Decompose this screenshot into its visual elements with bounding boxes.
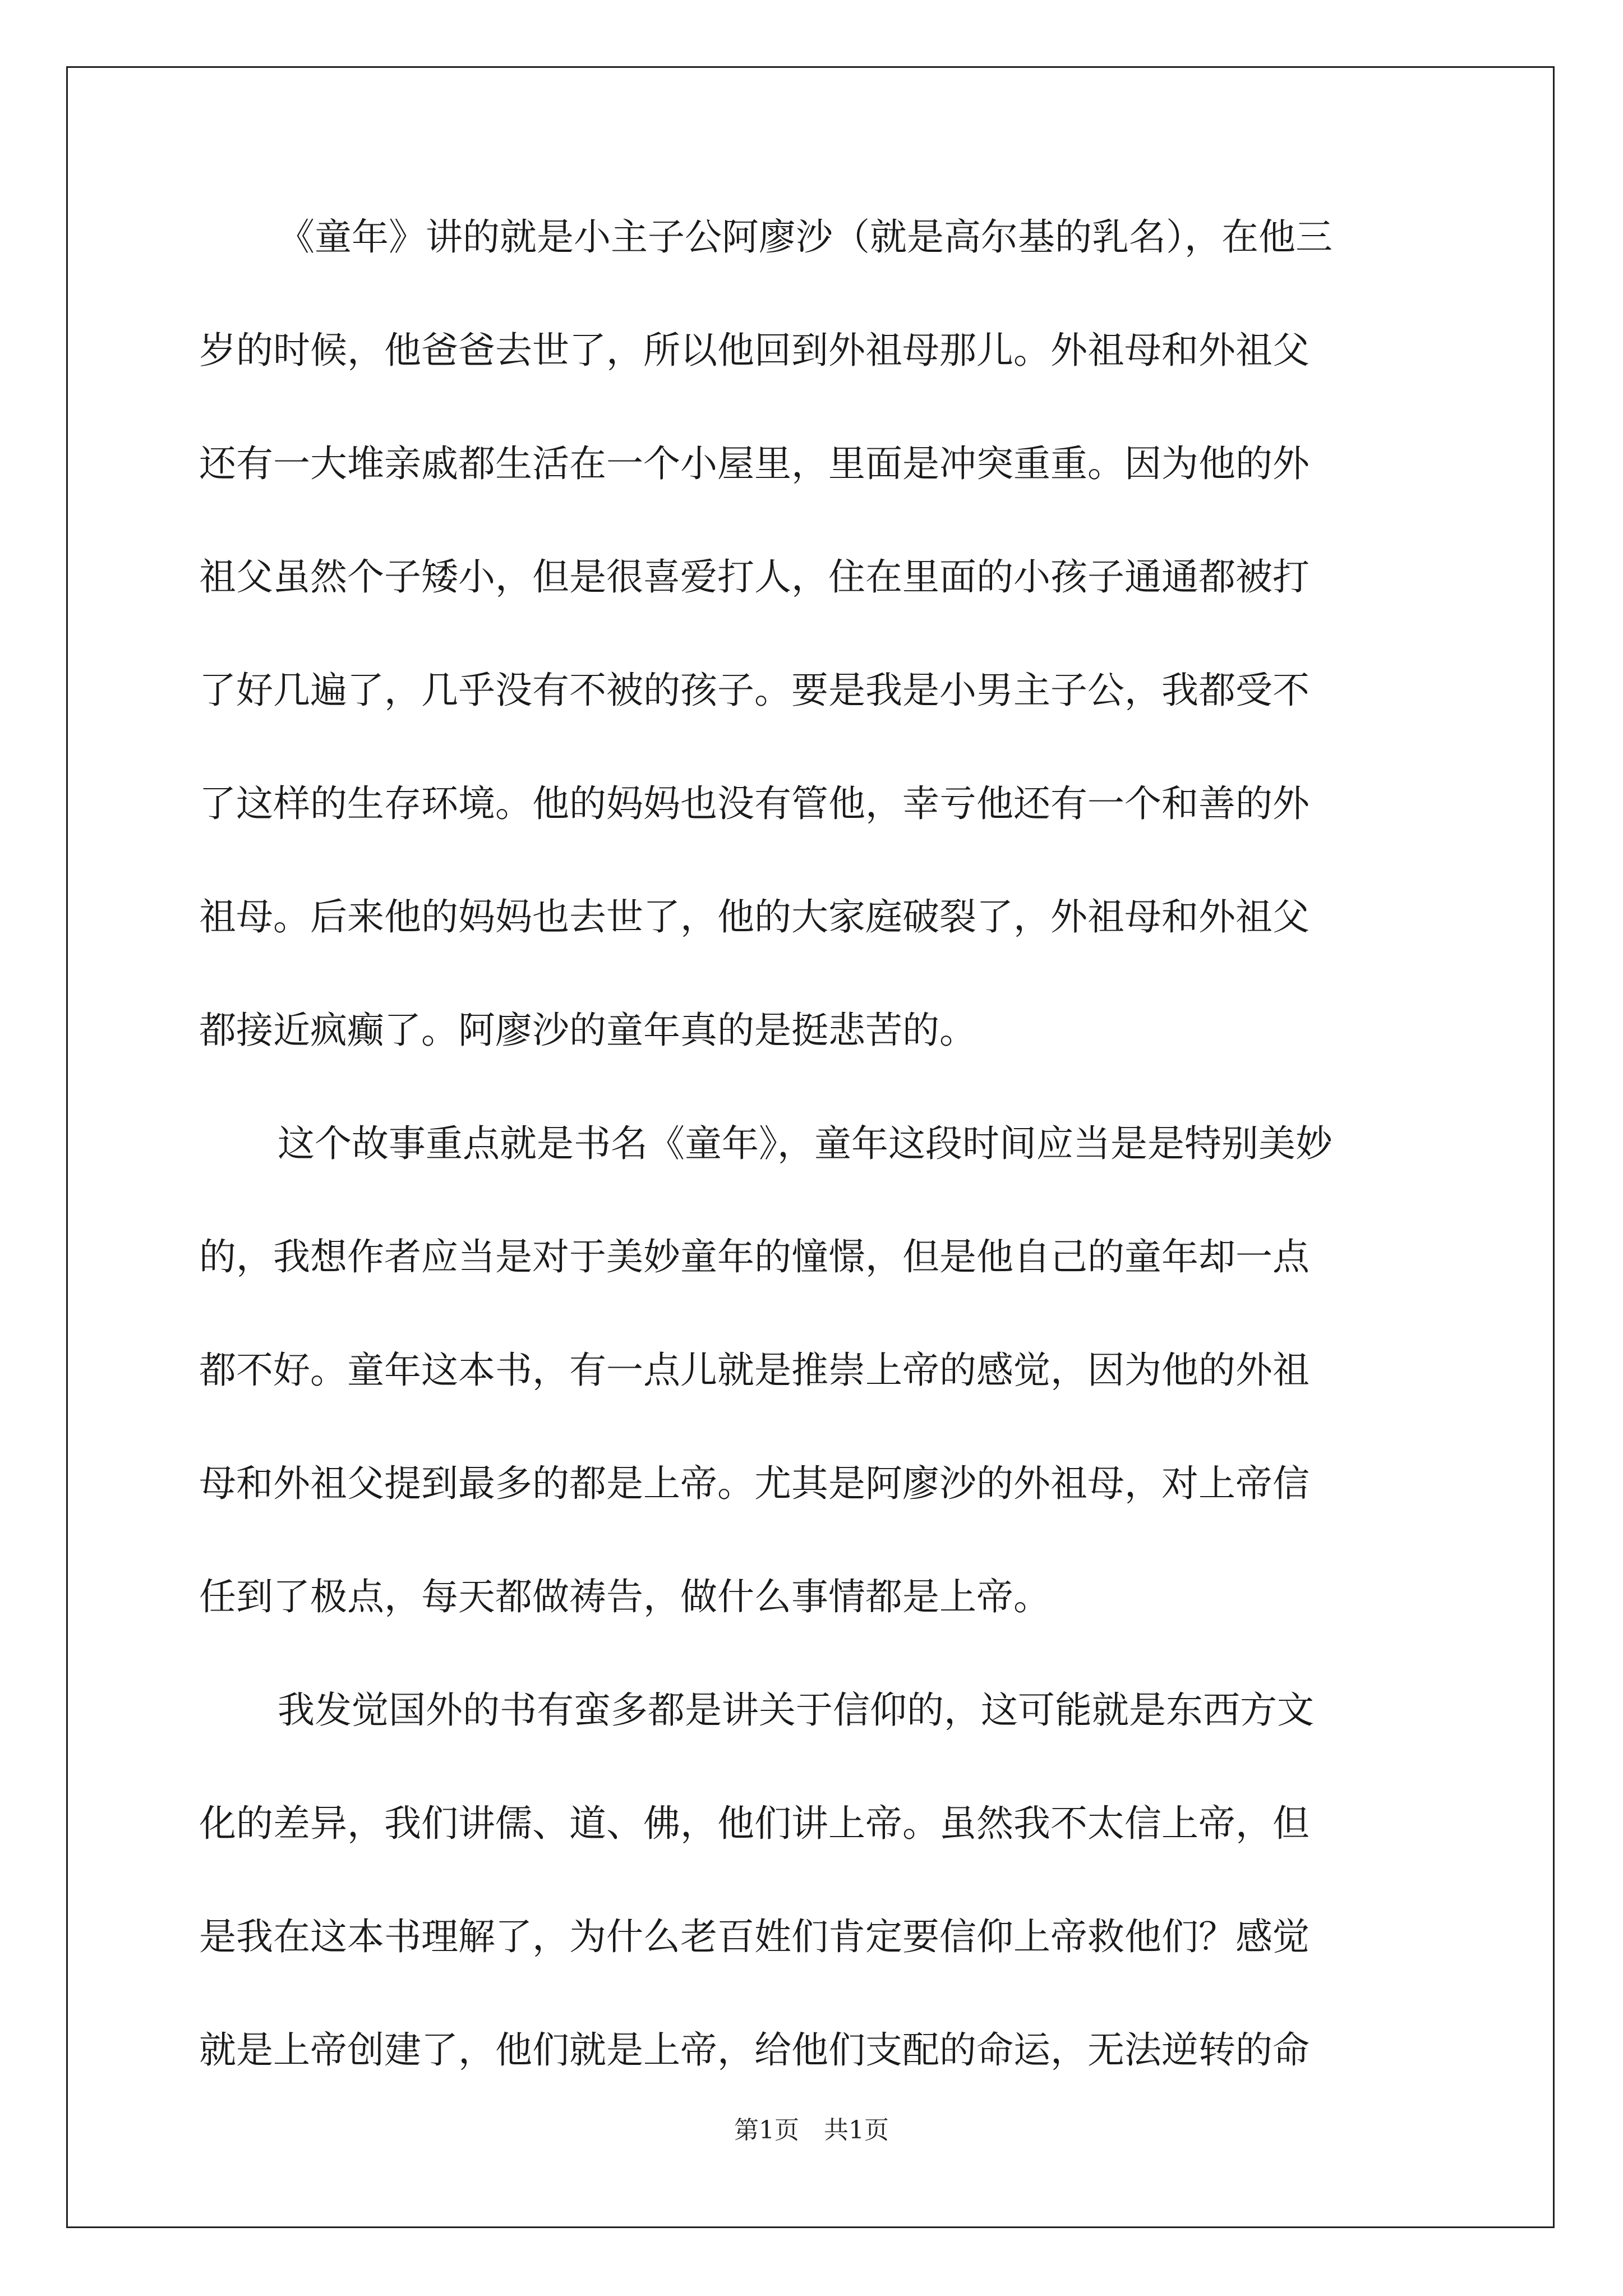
page-number-footer: 第1页 共1页 [734,2116,889,2145]
paragraph-1-line-3: 还有一大堆亲戚都生活在一个小屋里，里面是冲突重重。因为他的外 [199,442,1310,485]
paragraph-1-line-6: 了这样的生存环境。他的妈妈也没有管他，幸亏他还有一个和善的外 [199,782,1310,825]
paragraph-3-line-3: 是我在这本书理解了，为什么老百姓们肯定要信仰上帝救他们？感觉 [199,1915,1310,1958]
paragraph-1-line-8: 都接近疯癫了。阿廖沙的童年真的是挺悲苦的。 [199,1009,976,1052]
paragraph-2-line-5: 任到了极点，每天都做祷告，做什么事情都是上帝。 [199,1575,1050,1618]
paragraph-3-line-2: 化的差异，我们讲儒、道、佛，他们讲上帝。虽然我不太信上帝，但 [199,1802,1310,1845]
paragraph-1-line-5: 了好几遍了，几乎没有不被的孩子。要是我是小男主子公，我都受不 [199,669,1310,712]
paragraph-1-line-7: 祖母。后来他的妈妈也去世了，他的大家庭破裂了，外祖母和外祖父 [199,895,1310,938]
paragraph-2-line-4: 母和外祖父提到最多的都是上帝。尤其是阿廖沙的外祖母，对上帝信 [199,1462,1310,1505]
document-body [199,201,1422,2127]
paragraph-3-line-4: 就是上帝创建了，他们就是上帝，给他们支配的命运，无法逆转的命 [199,2028,1310,2072]
paragraph-2-line-3: 都不好。童年这本书，有一点儿就是推崇上帝的感觉，因为他的外祖 [199,1349,1310,1392]
paragraph-2-line-1: 这个故事重点就是书名《童年》，童年这段时间应当是是特别美妙 [278,1122,1332,1165]
paragraph-2-line-2: 的，我想作者应当是对于美妙童年的憧憬，但是他自己的童年却一点 [199,1235,1310,1278]
paragraph-1-line-2: 岁的时候，他爸爸去世了，所以他回到外祖母那儿。外祖母和外祖父 [199,329,1310,372]
paragraph-1-line-4: 祖父虽然个子矮小，但是很喜爱打人，住在里面的小孩子通通都被打 [199,555,1310,599]
paragraph-1-line-1: 《童年》讲的就是小主子公阿廖沙（就是高尔基的乳名），在他三 [278,215,1332,259]
paragraph-3-line-1: 我发觉国外的书有蛮多都是讲关于信仰的，这可能就是东西方文 [278,1688,1314,1732]
